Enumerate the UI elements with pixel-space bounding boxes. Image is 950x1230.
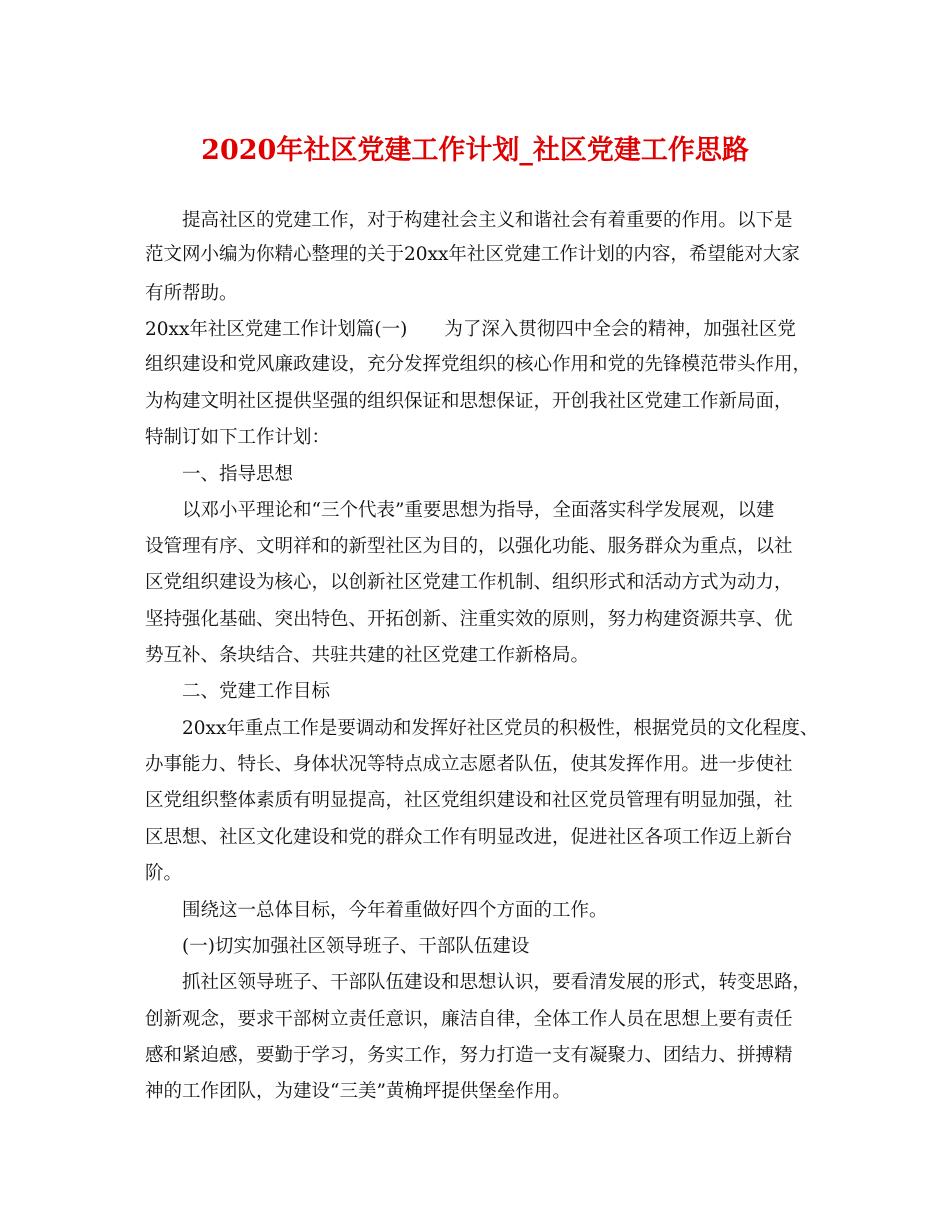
paragraph-line: 20xx年社区党建工作计划篇(一) 为了深入贯彻四中全会的精神，加强社区党 xyxy=(145,319,796,340)
section-heading: 一、指导思想 xyxy=(182,464,294,485)
section-heading: 二、党建工作目标 xyxy=(182,681,331,702)
paragraph-line: 范文网小编为你精心整理的关于20xx年社区党建工作计划的内容，希望能对大家 xyxy=(145,244,800,265)
paragraph-line: 有所帮助。 xyxy=(145,283,238,304)
paragraph-line: 20xx年重点工作是要调动和发挥好社区党员的积极性，根据党员的文化程度、 xyxy=(182,718,819,739)
paragraph-line: 围绕这一总体目标，今年着重做好四个方面的工作。 xyxy=(182,900,608,921)
paragraph-line: 提高社区的党建工作，对于构建社会主义和谐社会有着重要的作用。以下是 xyxy=(182,210,793,231)
paragraph-line: 组织建设和党风廉政建设，充分发挥党组织的核心作用和党的先锋模范带头作用， xyxy=(145,354,812,375)
paragraph-line: 特制订如下工作计划： xyxy=(145,427,331,448)
subsection-heading: (一)切实加强社区领导班子、干部队伍建设 xyxy=(182,936,530,957)
paragraph-line: 感和紧迫感，要勤于学习，务实工作，努力打造一支有凝聚力、团结力、拼搏精 xyxy=(145,1045,793,1066)
paragraph-line: 神的工作团队，为建设“三美”黄桷坪提供堡垒作用。 xyxy=(145,1081,571,1102)
paragraph-line: 设管理有序、文明祥和的新型社区为目的，以强化功能、服务群众为重点，以社 xyxy=(145,536,793,557)
paragraph-line: 势互补、条块结合、共驻共建的社区党建工作新格局。 xyxy=(145,645,590,666)
paragraph-line: 区党组织整体素质有明显提高，社区党组织建设和社区党员管理有明显加强，社 xyxy=(145,790,793,811)
document-title: 2020年社区党建工作计划_社区党建工作思路 xyxy=(201,135,749,166)
paragraph-line: 坚持强化基础、突出特色、开拓创新、注重实效的原则，努力构建资源共享、优 xyxy=(145,609,793,630)
paragraph-line: 抓社区领导班子、干部队伍建设和思想认识，要看清发展的形式，转变思路， xyxy=(182,972,812,993)
paragraph-line: 为构建文明社区提供坚强的组织保证和思想保证，开创我社区党建工作新局面， xyxy=(145,391,793,412)
paragraph-line: 以邓小平理论和“三个代表”重要思想为指导，全面落实科学发展观，以建 xyxy=(182,500,775,521)
paragraph-line: 办事能力、特长、身体状况等特点成立志愿者队伍，使其发挥作用。进一步使社 xyxy=(145,754,793,775)
paragraph-line: 区党组织建设为核心，以创新社区党建工作机制、组织形式和活动方式为动力， xyxy=(145,572,793,593)
paragraph-line: 创新观念，要求干部树立责任意识，廉洁自律，全体工作人员在思想上要有责任 xyxy=(145,1009,793,1030)
paragraph-line: 区思想、社区文化建设和党的群众工作有明显改进，促进社区各项工作迈上新台 xyxy=(145,827,793,848)
paragraph-line: 阶。 xyxy=(145,863,183,884)
